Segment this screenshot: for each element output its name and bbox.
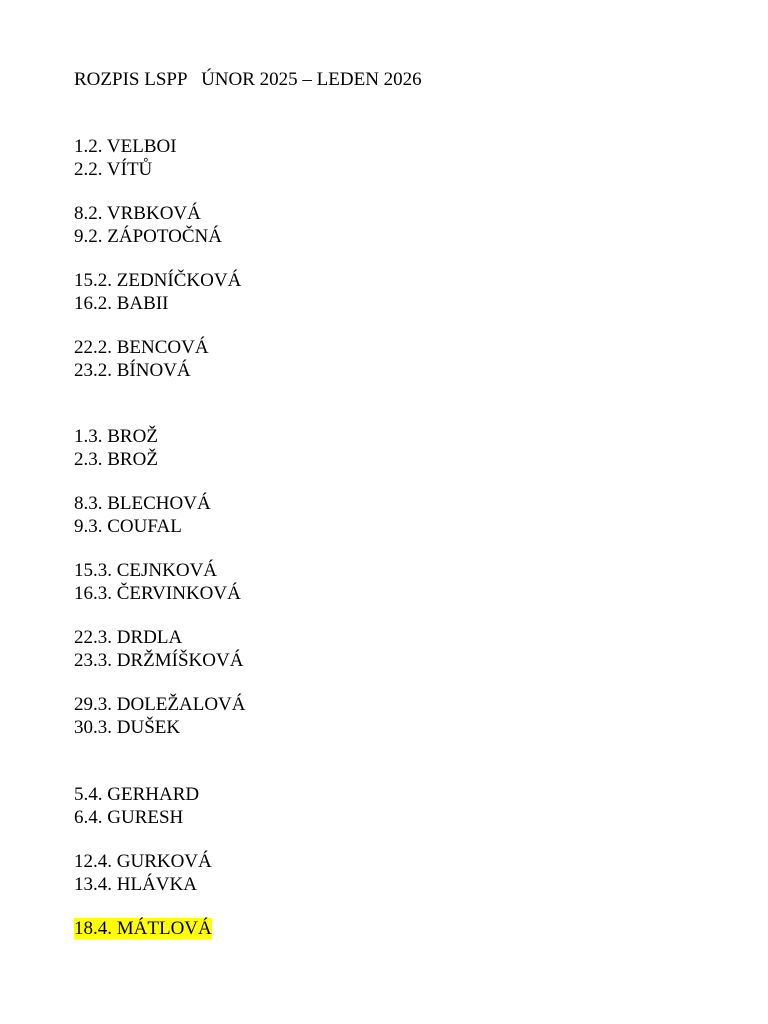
schedule-entry: 23.2. BÍNOVÁ [74,359,191,381]
schedule-entry: 13.4. HLÁVKA [74,873,197,895]
schedule-entry: 8.3. BLECHOVÁ [74,493,211,514]
schedule-entry: 12.4. GURKOVÁ [74,851,212,872]
schedule-group [74,784,199,829]
schedule-entry: 16.2. BABII [74,292,169,314]
schedule-entry: 22.3. DRDLA [74,627,183,648]
schedule-entry: 1.2. VELBOI [74,136,177,157]
schedule-group [74,426,158,471]
schedule-entry: 2.3. BROŽ [74,448,158,470]
schedule-entry: 29.3. DOLEŽALOVÁ [74,694,246,715]
highlighted-schedule-entry: 18.4. MÁTLOVÁ [74,918,212,939]
schedule-entry: 15.3. CEJNKOVÁ [74,560,218,581]
schedule-entry: 22.2. BENCOVÁ [74,337,209,358]
schedule-group [74,493,211,538]
schedule-entry: 2.2. VÍTŮ [74,158,153,180]
schedule-entry: 16.3. ČERVINKOVÁ [74,582,241,604]
schedule-group [74,851,212,896]
schedule-group [74,203,222,248]
schedule-entry: 8.2. VRBKOVÁ [74,203,201,224]
schedule-entry: 30.3. DUŠEK [74,716,181,738]
schedule-entry: 15.2. ZEDNÍČKOVÁ [74,270,242,291]
schedule-entry: 6.4. GURESH [74,806,184,828]
schedule-group [74,627,243,672]
schedule-group [74,136,177,181]
schedule-group [74,337,209,382]
schedule-group [74,560,241,605]
schedule-entry: 9.2. ZÁPOTOČNÁ [74,225,222,247]
schedule-group [74,270,241,315]
schedule-entry: 9.3. COUFAL [74,515,182,537]
schedule-group [74,918,212,941]
schedule-entry: 1.3. BROŽ [74,426,158,447]
schedule-entry: 5.4. GERHARD [74,784,200,805]
schedule-group [74,694,246,739]
page-title: ROZPIS LSPP ÚNOR 2025 – LEDEN 2026 [74,69,422,90]
schedule-entry: 23.3. DRŽMÍŠKOVÁ [74,649,244,671]
